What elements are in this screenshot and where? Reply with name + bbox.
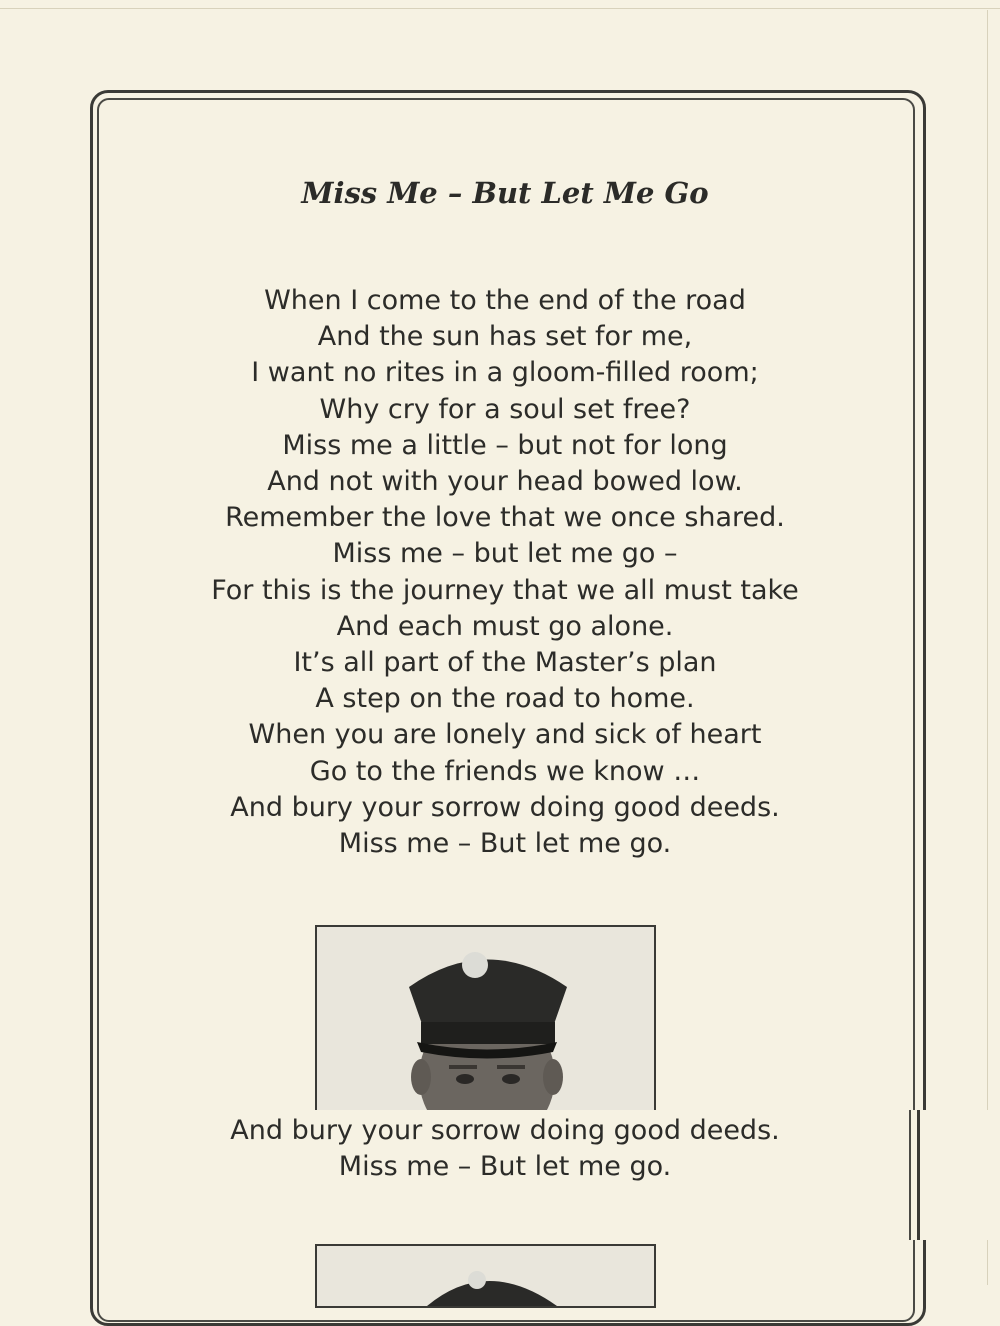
poem-line: When I come to the end of the road: [264, 285, 746, 316]
poem-line: It’s all part of the Master’s plan: [293, 647, 717, 679]
poem-line: A step on the road to home.: [315, 683, 695, 715]
repeated-lines: [150, 1113, 860, 1185]
poem-line: When you are lonely and sick of heart: [248, 719, 762, 751]
border-segment: [97, 1110, 99, 1240]
paper-edge: [0, 8, 1000, 9]
portrait-photo: [315, 925, 656, 1114]
poem-body: [150, 283, 860, 862]
poem-line: Remember the love that we once shared.: [225, 502, 785, 534]
poem-line: And bury your sorrow doing good deeds.: [230, 791, 780, 823]
border-segment: [90, 1110, 93, 1240]
border-segment: [917, 1110, 920, 1240]
portrait-icon: [317, 927, 654, 1112]
poem-title: Miss Me – But Let Me Go: [301, 176, 709, 210]
paper-edge-right: [987, 10, 988, 1285]
poem-line: For this is the journey that we all must take: [211, 574, 799, 606]
poem-line: Why cry for a soul set free?: [319, 393, 691, 425]
portrait-photo-partial: [315, 1244, 656, 1308]
poem-line: Miss me a little – but not for long: [282, 429, 728, 461]
poem-line: And the sun has set for me,: [317, 321, 693, 353]
poem-line: Miss me – But let me go.: [338, 828, 672, 860]
portrait-icon: [317, 1246, 654, 1306]
poem-line: Go to the friends we know …: [309, 755, 701, 787]
poem-line: Miss me – but let me go –: [332, 538, 678, 570]
poem-line: And each must go alone.: [336, 610, 674, 642]
poem-line: I want no rites in a gloom-filled room;: [251, 357, 759, 389]
poem-line: And not with your head bowed low.: [267, 466, 743, 498]
border-segment: [909, 1110, 911, 1240]
repeat-line: And bury your sorrow doing good deeds.: [230, 1115, 780, 1146]
repeat-line: Miss me – But let me go.: [338, 1151, 672, 1182]
